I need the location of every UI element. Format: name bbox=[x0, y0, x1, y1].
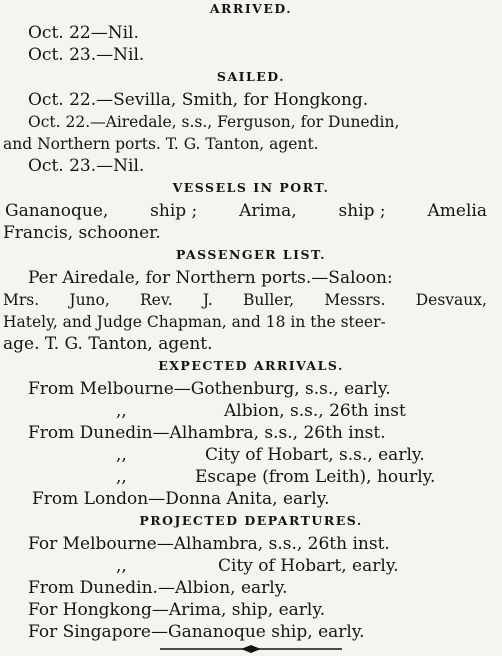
ditto-mark: ,, bbox=[116, 401, 127, 421]
arrival-line bbox=[28, 400, 406, 422]
heading-expected-arrivals: EXPECTED ARRIVALS. bbox=[158, 358, 344, 373]
vessels-line: Francis, schooner. bbox=[3, 223, 161, 243]
passenger-line: age. T. G. Tanton, agent. bbox=[3, 334, 213, 354]
arrival-entry: City of Hobart, s.s., early. bbox=[205, 445, 425, 465]
passenger-line bbox=[3, 289, 487, 311]
passenger-word: Buller, bbox=[243, 291, 295, 309]
arrived-line: Oct. 22—Nil. bbox=[28, 23, 139, 43]
vessel-word: Gananoque, bbox=[5, 201, 109, 221]
passenger-word: J. bbox=[202, 291, 213, 309]
departure-entry: City of Hobart, early. bbox=[218, 556, 399, 576]
departure-line: For Hongkong—Arima, ship, early. bbox=[28, 600, 326, 620]
ditto-mark: ,, bbox=[116, 467, 127, 487]
heading-projected-departures: PROJECTED DEPARTURES. bbox=[139, 513, 363, 528]
ditto-mark: ,, bbox=[116, 556, 127, 576]
passenger-word: Desvaux, bbox=[415, 291, 487, 309]
arrival-line: From Melbourne—Gothenburg, s.s., early. bbox=[28, 379, 391, 399]
departure-line: For Singapore—Gananoque ship, early. bbox=[28, 622, 365, 642]
departure-line bbox=[28, 555, 399, 577]
arrival-line: From London—Donna Anita, early. bbox=[32, 489, 330, 509]
vessel-word: Arima, bbox=[239, 201, 297, 221]
heading-passenger-list: PASSENGER LIST. bbox=[175, 247, 327, 262]
heading-vessels-in-port: VESSELS IN PORT. bbox=[172, 180, 330, 195]
arrival-line: From Dunedin—Alhambra, s.s., 26th inst. bbox=[28, 423, 386, 443]
passenger-line: Hately, and Judge Chapman, and 18 in the steer- bbox=[3, 313, 386, 331]
sailed-line: and Northern ports. T. G. Tanton, agent. bbox=[3, 135, 319, 153]
ornamental-rule bbox=[0, 644, 502, 654]
vessel-word: Amelia bbox=[427, 201, 487, 221]
passenger-word: Messrs. bbox=[324, 291, 386, 309]
heading-sailed: SAILED. bbox=[216, 69, 286, 84]
heading-arrived: ARRIVED. bbox=[209, 1, 293, 16]
passenger-word: Mrs. bbox=[3, 291, 40, 309]
departure-line: For Melbourne—Alhambra, s.s., 26th inst. bbox=[28, 534, 390, 554]
arrived-line: Oct. 23.—Nil. bbox=[28, 45, 145, 65]
passenger-line: Per Airedale, for Northern ports.—Saloon: bbox=[28, 268, 393, 288]
vessel-word: ship ; bbox=[338, 201, 386, 221]
passenger-word: Juno, bbox=[69, 291, 110, 309]
arrival-entry: Albion, s.s., 26th inst bbox=[224, 401, 406, 421]
arrival-line bbox=[28, 466, 435, 488]
arrival-entry: Escape (from Leith), hourly. bbox=[195, 467, 436, 487]
departure-line: From Dunedin.—Albion, early. bbox=[28, 578, 288, 598]
passenger-word: Rev. bbox=[140, 291, 173, 309]
ditto-mark: ,, bbox=[116, 445, 127, 465]
sailed-line: Oct. 22.—Airedale, s.s., Ferguson, for Dunedin, bbox=[28, 113, 400, 131]
sailed-line: Oct. 22.—Sevilla, Smith, for Hongkong. bbox=[28, 90, 369, 110]
arrival-line bbox=[28, 444, 425, 466]
vessels-line bbox=[5, 200, 487, 222]
vessel-word: ship ; bbox=[150, 201, 198, 221]
sailed-line: Oct. 23.—Nil. bbox=[28, 156, 145, 176]
